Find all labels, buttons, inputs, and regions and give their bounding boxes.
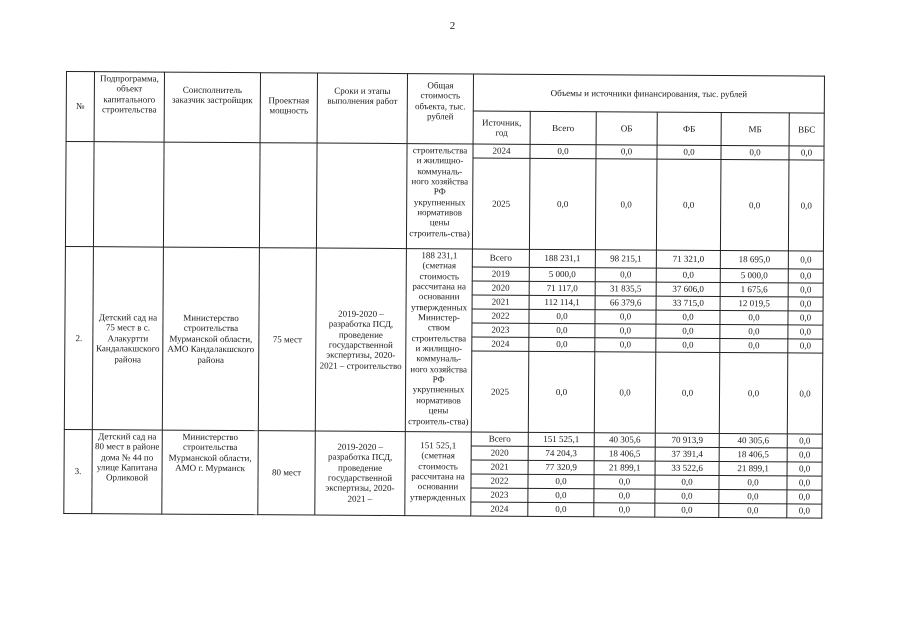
table-row: 2024 0,0 0,0 0,0 0,0 0,0 <box>64 499 822 518</box>
page-number: 2 <box>449 20 456 32</box>
subheader-source: Источник, год <box>473 111 530 144</box>
table-row: 2023 0,0 0,0 0,0 0,0 0,0 <box>64 485 822 504</box>
header-executor: Соисполнитель заказчик застройщик <box>164 72 260 143</box>
row-num: 2. <box>64 246 93 429</box>
subheader-fb: ФБ <box>657 112 721 145</box>
cost-note: строительства и жилищно-коммуналь-ного хозяйства РФ укрупненных нормативов цены строитель-ства) <box>406 144 473 249</box>
header-capacity: Проектная мощность <box>260 73 317 143</box>
table-row: 3. Детский сад на 80 мест в районе дома № 44 по улице Капитана Орликовой Министерство строительства Мурманской области, АМО г. Мурманск 80 мест 2019-2020 – разработка ПСД, проведение государственной экспертизы, 2020-2021 – 151 525,1 (сметная стоимость рассчитана на основании утвержденных Всего 151 525,1 40 305,6 70 913,9 40 305,6 0,0 <box>64 429 822 448</box>
table-row: 2020 74 204,3 18 406,5 37 391,4 18 406,5 0,0 <box>64 443 822 462</box>
row-num: 3. <box>64 429 93 513</box>
header-program: Подпрограмма, объект капитального строительства <box>94 72 164 142</box>
total-cost: 188 231,1 (сметная стоимость рассчитана на основании утвержденных Министер-ством строительства и жилищно-коммуналь-ного хозяйства РФ укрупненных нормативов цены строитель-ства) <box>405 249 472 432</box>
capacity: 80 мест <box>258 431 316 515</box>
financing-table <box>63 71 825 519</box>
object-name: Детский сад на 80 мест в районе дома № 44 по улице Капитана Орликовой <box>92 430 163 514</box>
table-row: 2023 0,0 0,0 0,0 0,0 0,0 <box>65 320 823 339</box>
subheader-total: Всего <box>530 111 596 144</box>
table-row: 2025 0,0 0,0 0,0 0,0 0,0 <box>65 156 824 252</box>
header-funding: Объемы и источники финансирования, тыс. рублей <box>473 74 824 113</box>
table-row: строительства и жилищно-коммуналь-ного хозяйства РФ укрупненных нормативов цены строитель-ства) 2024 0,0 0,0 0,0 0,0 0,0 <box>66 142 824 161</box>
header-row <box>66 72 824 114</box>
subheader-vbs: ВБС <box>789 113 824 146</box>
capacity: 75 мест <box>258 248 316 431</box>
table-row: 2020 71 117,0 31 835,5 37 606,0 1 675,6 0,0 <box>65 278 823 297</box>
table-row: 2022 0,0 0,0 0,0 0,0 0,0 <box>65 306 823 325</box>
table-row: 2. Детский сад на 75 мест в с. Алакуртти Кандалакшского района Министерство строительства Мурманской области, АМО Кандалакшского района 75 мест 2019-2020 – разработка ПСД, проведение государственной экспертизы, 2020-2021 – строительство 188 231,1 (сметная стоимость рассчитана на основании утвержденных Министер-ством строительства и жилищно-коммуналь-ного хозяйства РФ укрупненных нормативов цены строитель-ства) Всего 188 231,1 98 215,1 71 321,0 18 695,0 0,0 <box>65 246 823 269</box>
header-terms: Сроки и этапы выполнения работ <box>317 73 407 144</box>
subheader-ob: ОБ <box>596 112 657 145</box>
table-row: 2019 5 000,0 0,0 0,0 5 000,0 0,0 <box>65 264 823 283</box>
executor: Министерство строительства Мурманской области, АМО г. Мурманск <box>162 430 259 515</box>
terms: 2019-2020 – разработка ПСД, проведение государственной экспертизы, 2020-2021 – строительство <box>315 248 406 432</box>
table-row: 2021 77 320,9 21 899,1 33 522,6 21 899,1 0,0 <box>64 457 822 476</box>
table-row: 2025 0,0 0,0 0,0 0,0 0,0 <box>64 348 823 434</box>
header-cost: Общая стоимость объекта, тыс. рублей <box>407 74 473 144</box>
table-row: 2021 112 114,1 66 379,6 33 715,0 12 019,5 0,0 <box>65 292 823 311</box>
total-cost: 151 525,1 (сметная стоимость рассчитана на основании утвержденных <box>405 432 472 516</box>
executor: Министерство строительства Мурманской области, АМО Кандалакшского района <box>162 247 259 431</box>
header-num: № <box>66 72 94 142</box>
table-row: 2022 0,0 0,0 0,0 0,0 0,0 <box>64 471 822 490</box>
subheader-mb: МБ <box>721 113 789 146</box>
table-row: 2024 0,0 0,0 0,0 0,0 0,0 <box>65 334 823 353</box>
object-name: Детский сад на 75 мест в с. Алакуртти Кандалакшского района <box>92 247 163 430</box>
terms: 2019-2020 – разработка ПСД, проведение государственной экспертизы, 2020-2021 – <box>315 431 406 516</box>
